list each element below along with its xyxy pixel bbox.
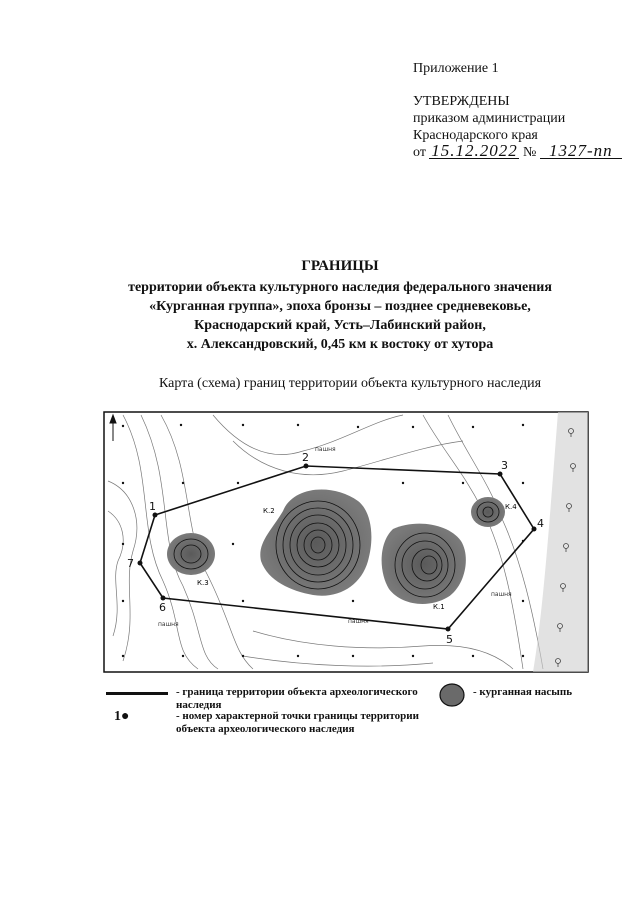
field-label-bottom-mid: пашня bbox=[348, 618, 369, 625]
point-marker-2 bbox=[304, 464, 309, 469]
mound-k4 bbox=[471, 497, 505, 527]
boundary-map bbox=[103, 411, 589, 673]
from-label: от bbox=[413, 145, 426, 160]
point-label-6: 6 bbox=[159, 601, 166, 614]
order-number: 1327-пп bbox=[540, 144, 622, 159]
title-line-2: «Курганная группа», эпоха бронзы – позднее средневековье, bbox=[149, 299, 531, 314]
number-label: № bbox=[522, 145, 537, 160]
title-line-3: Краснодарский край, Усть–Лабинский район, bbox=[194, 318, 486, 333]
legend-boundary-text: - граница территории объекта археологического наследия bbox=[176, 686, 418, 711]
order-date-line bbox=[413, 141, 633, 161]
point-marker-5 bbox=[446, 627, 451, 632]
mound-label-k2: К.2 bbox=[263, 507, 275, 515]
title-line-1: территории объекта культурного наследия федерального значения bbox=[128, 280, 552, 295]
mound-k3 bbox=[167, 533, 215, 575]
point-marker-1 bbox=[153, 513, 158, 518]
field-label-top: пашня bbox=[315, 446, 336, 453]
point-marker-4 bbox=[532, 527, 537, 532]
approval-block bbox=[413, 60, 633, 161]
approved-line-1: приказом администрации bbox=[413, 111, 566, 126]
legend-point-marker: 1● bbox=[114, 709, 130, 724]
point-label-1: 1 bbox=[149, 500, 156, 513]
order-date: 15.12.2022 bbox=[431, 141, 518, 160]
point-marker-3 bbox=[498, 472, 503, 477]
legend-mound-icon bbox=[438, 682, 466, 708]
mound-label-k4: К.4 bbox=[505, 503, 517, 511]
mound-k1 bbox=[382, 524, 466, 604]
point-label-2: 2 bbox=[302, 451, 309, 464]
point-label-7: 7 bbox=[127, 557, 134, 570]
field-label-bottom-right: пашня bbox=[491, 591, 512, 598]
mound-label-k3: К.3 bbox=[197, 579, 209, 587]
point-label-3: 3 bbox=[501, 459, 508, 472]
legend-point-text: - номер характерной точки границы территории объекта археологического наследия bbox=[176, 710, 419, 735]
legend-boundary-line bbox=[106, 692, 168, 695]
mound-label-k1: К.1 bbox=[433, 603, 445, 611]
appendix-label: Приложение 1 bbox=[413, 61, 499, 76]
approved-line-2: Краснодарского края bbox=[413, 128, 538, 143]
legend-mound-text: - курганная насыпь bbox=[473, 686, 573, 698]
map-caption: Карта (схема) границ территории объекта культурного наследия bbox=[158, 376, 542, 391]
title-main: ГРАНИЦЫ bbox=[301, 258, 379, 274]
point-label-4: 4 bbox=[537, 517, 544, 530]
field-label-bottom-left: пашня bbox=[158, 621, 179, 628]
point-marker-6 bbox=[161, 596, 166, 601]
document-title bbox=[40, 257, 639, 354]
title-line-4: х. Александровский, 0,45 км к востоку от хутора bbox=[186, 337, 494, 352]
point-label-5: 5 bbox=[446, 633, 453, 646]
approved-label: УТВЕРЖДЕНЫ bbox=[413, 94, 510, 109]
point-marker-7 bbox=[138, 561, 143, 566]
